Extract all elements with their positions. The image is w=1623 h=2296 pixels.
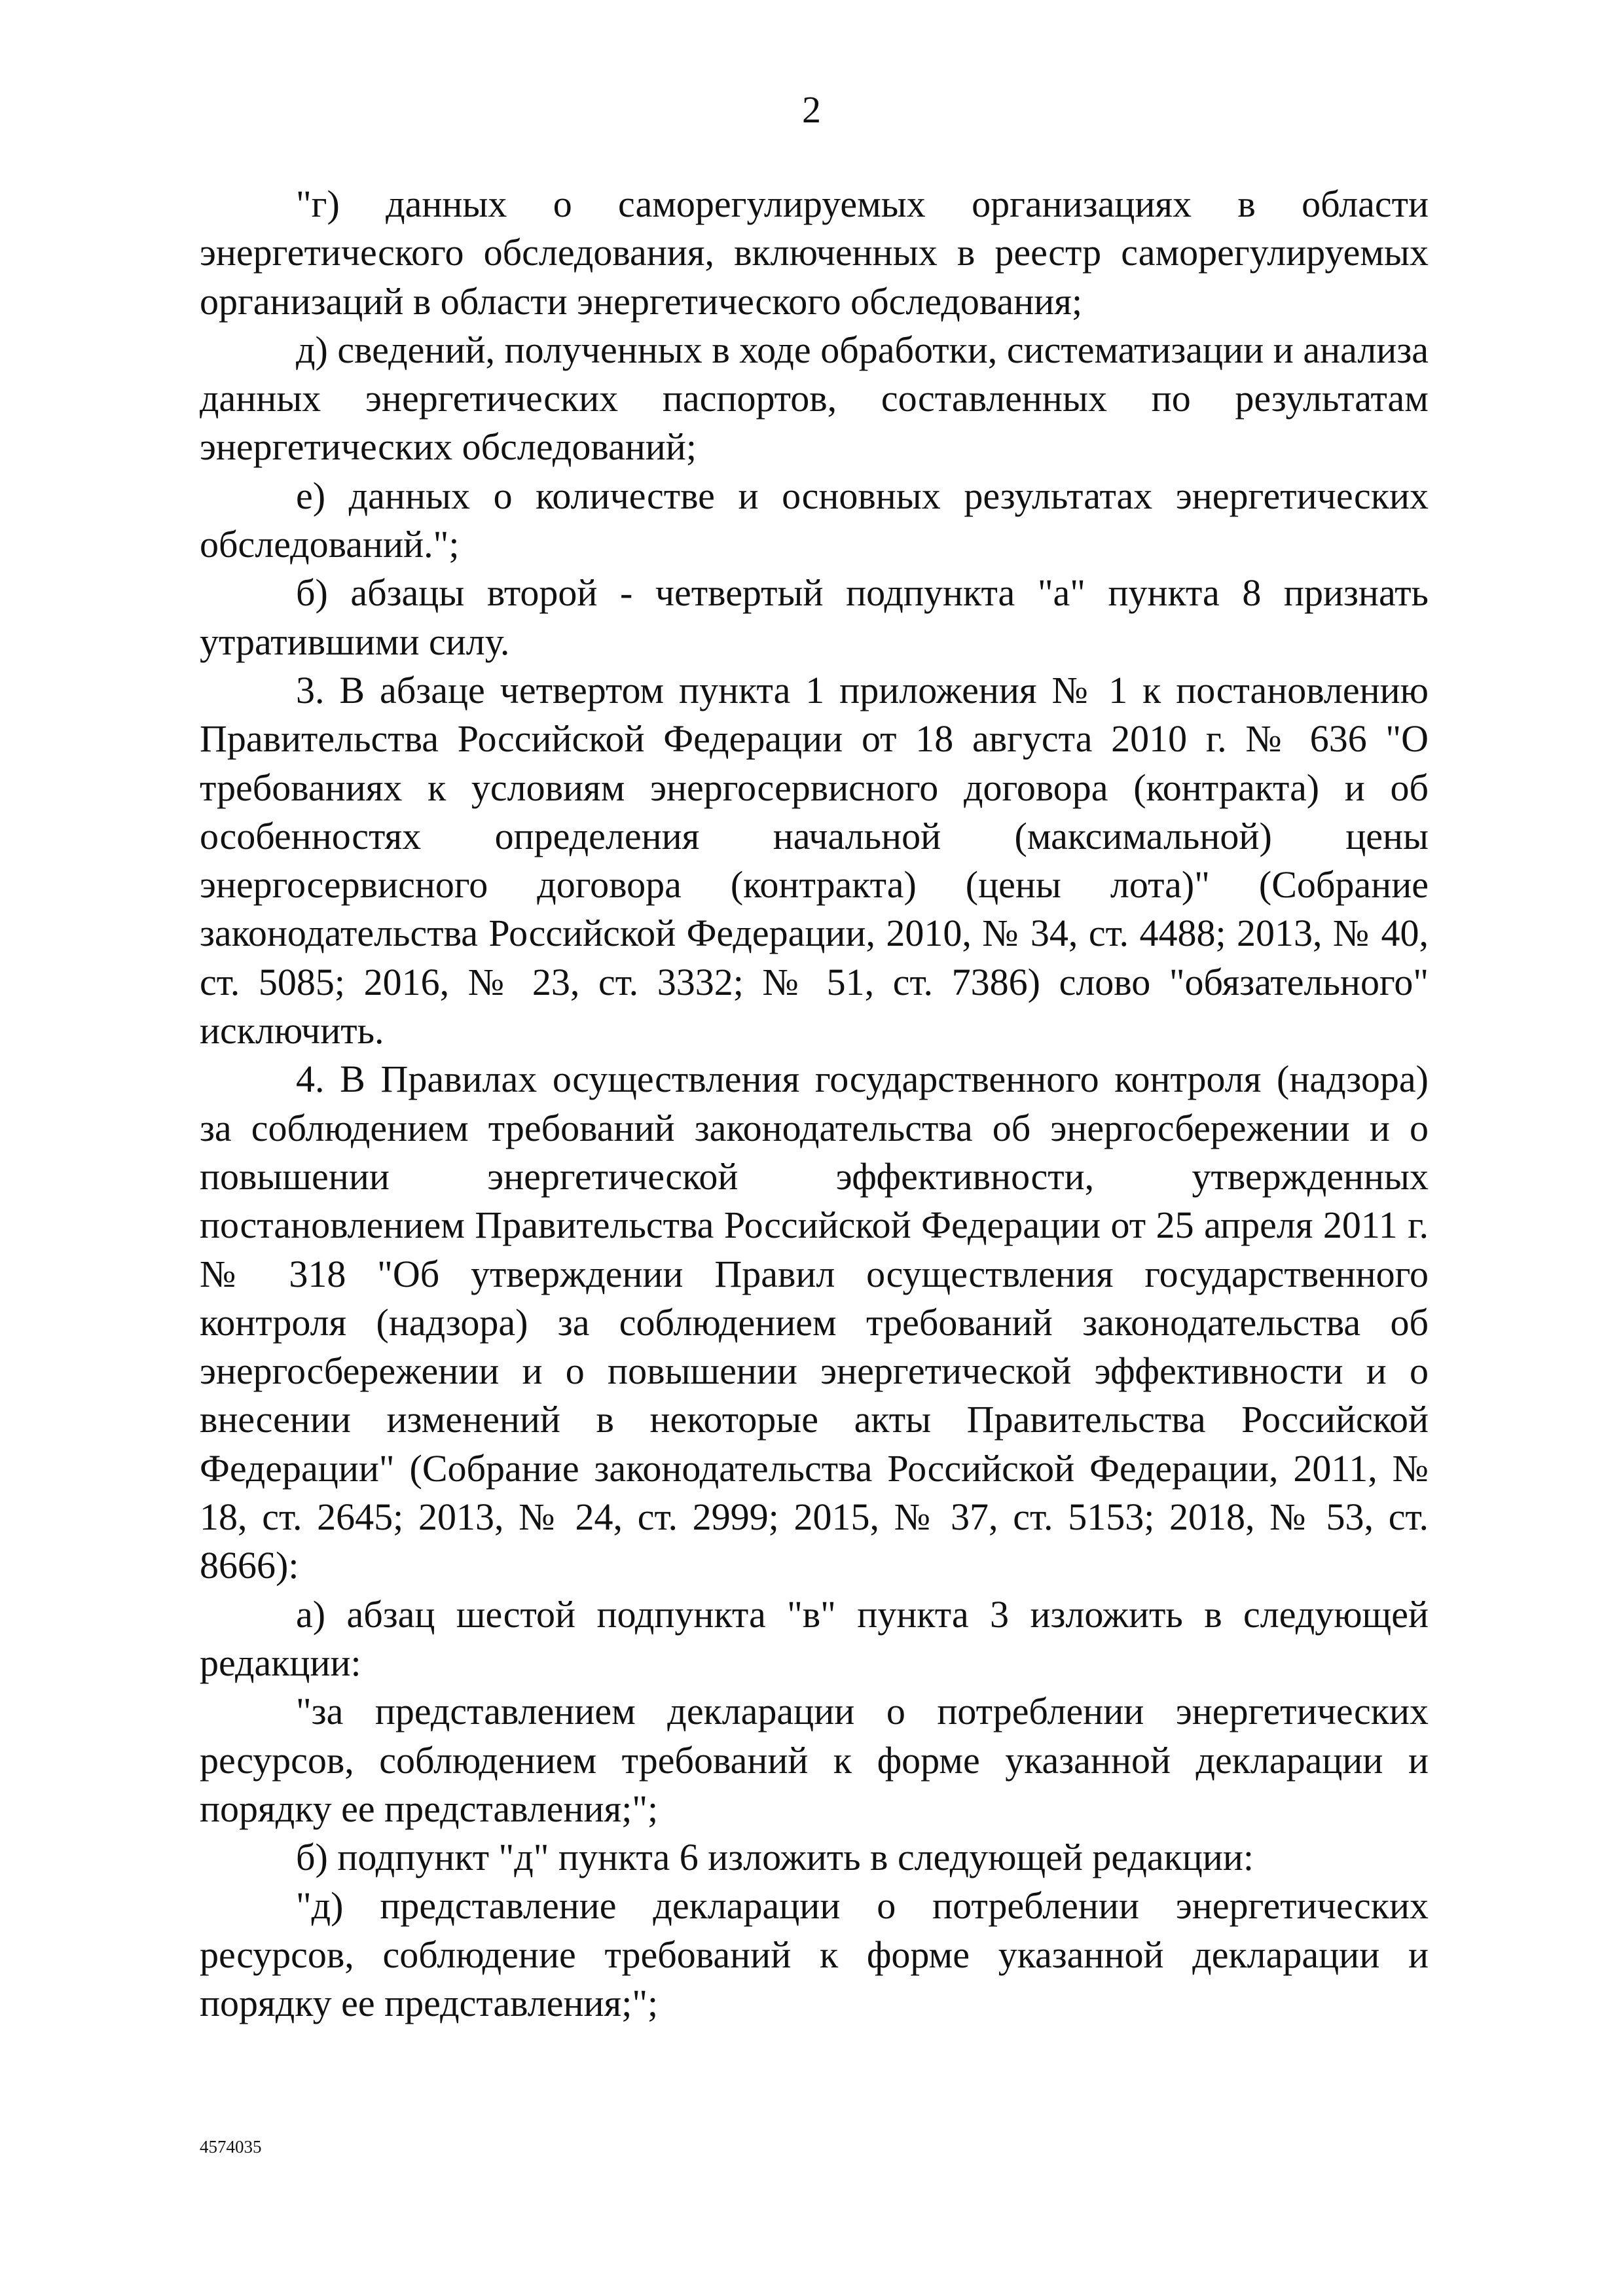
paragraph-4-control-rules: 4. В Правилах осуществления государственного контроля (надзора) за соблюдением требований законодательства об энергосбережении и о повышении энергетической эффективности, утвержденных постановлением Правительства Российской Федерации от 25 апреля 2011 г. № 318 "Об утверждении Правил осуществления государственного контроля (надзора) за соблюдением требований законодательства об энергосбережении и о повышении энергетической эффективности и о внесении изменений в некоторые акты Правительства Российской Федерации" (Собрание законодательства Российской Федерации, 2011, № 18, ст. 2645; 2013, № 24, ст. 2999; 2015, № 37, ст. 5153; 2018, № 53, ст. 8666): — [200, 1058, 1429, 1587]
document-id: 4574035 — [200, 2137, 262, 2157]
paragraph-quoted-declaration-1: "за представлением декларации о потреблении энергетических ресурсов, соблюдением требований к форме указанной декларации и порядку ее представления;"; — [200, 1690, 1429, 1830]
paragraph-d-passport-data: д) сведений, полученных в ходе обработки, систематизации и анализа данных энергетических паспортов, составленных по результатам энергетических обследований; — [200, 328, 1429, 469]
paragraph-g-self-regulating-orgs: "г) данных о саморегулируемых организациях в области энергетического обследования, включенных в реестр саморегулируемых организаций в области энергетического обследования; — [200, 183, 1429, 323]
paragraph-3-energy-service-contract: 3. В абзаце четвертом пункта 1 приложения № 1 к постановлению Правительства Российской Федерации от 18 августа 2010 г. № 636 "О требованиях к условиям энергосервисного договора (контракта) и об особенностях определения начальной (максимальной) цены энергосервисного договора (контракта) (цены лота)" (Собрание законодательства Российской Федерации, 2010, № 34, ст. 4488; 2013, № 40, ст. 5085; 2016, № 23, ст. 3332; № 51, ст. 7386) слово "обязательного" исключить. — [200, 668, 1429, 1052]
page-number: 2 — [802, 88, 821, 131]
paragraph-quoted-declaration-2: "д) представление декларации о потреблении энергетических ресурсов, соблюдение требований к форме указанной декларации и порядку ее представления;"; — [200, 1884, 1429, 2024]
paragraph-b-void-clauses: б) абзацы второй - четвертый подпункта "а" пункта 8 признать утратившими силу. — [200, 571, 1429, 663]
paragraph-b-subclause-d: б) подпункт "д" пункта 6 изложить в следующей редакции: — [296, 1836, 1254, 1879]
document-body — [200, 180, 1429, 2028]
paragraph-e-survey-results: е) данных о количестве и основных результатах энергетических обследований."; — [200, 474, 1429, 566]
paragraph-a-new-wording: а) абзац шестой подпункта "в" пункта 3 изложить в следующей редакции: — [200, 1592, 1429, 1684]
